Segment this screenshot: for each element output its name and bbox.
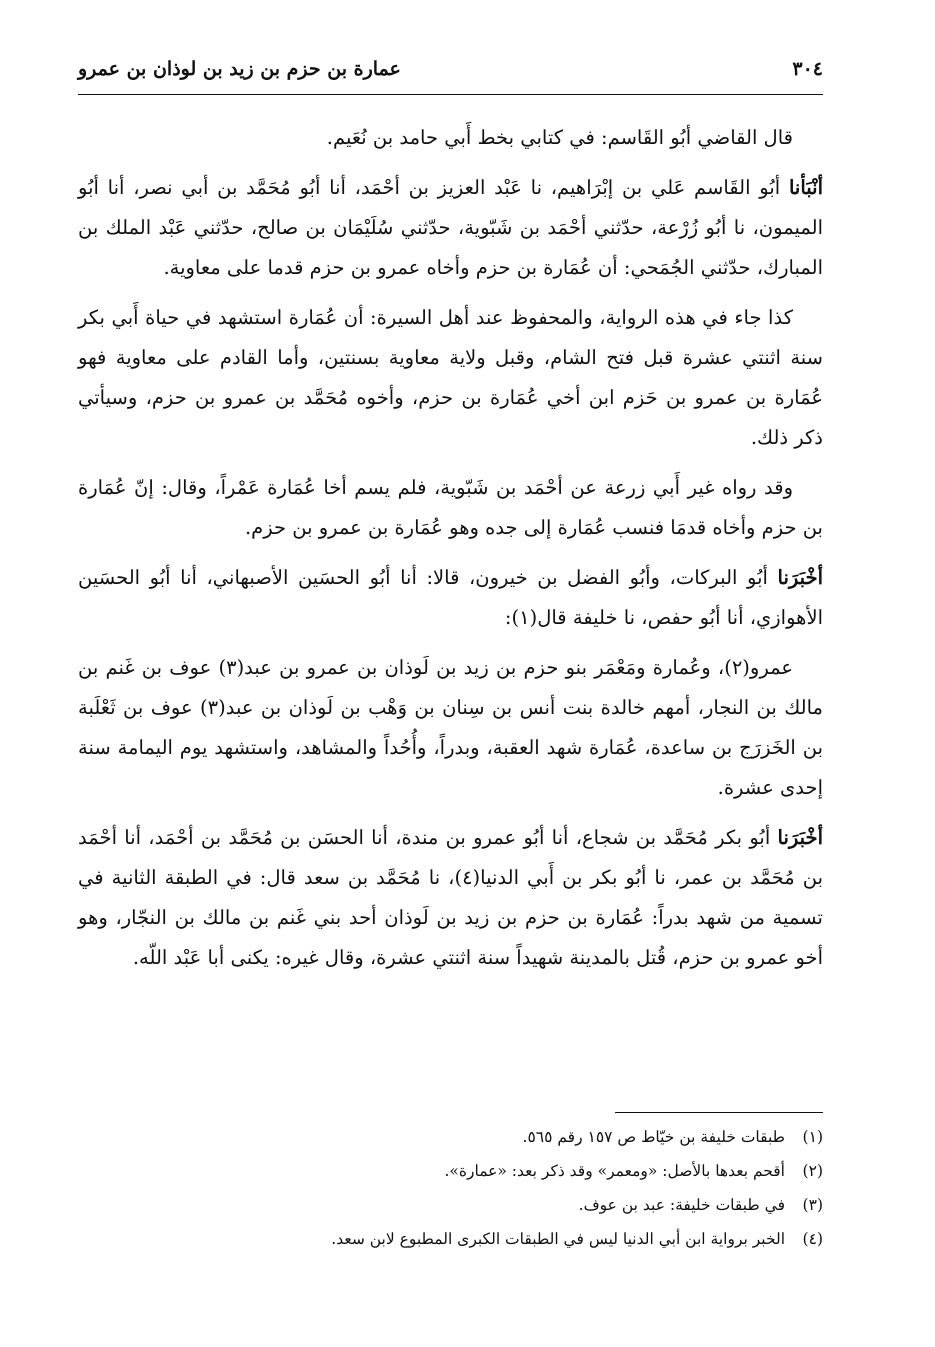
paragraph-2-text: أبُو القَاسم عَلي بن إبْرَاهيم، نا عَبْد العزيز بن أحْمَد، أنا أبُو مُحَمَّد بن أبي نصر، أنا أبُو الميمون، نا أبُو زُرْعة، حدّثني أحْمَد بن شَبّوية، حدّثني سُلَيْمَان بن صالح، حدّثني عَبْد الملك بن المبارك، حدّثني الجُمَحي: أن عُمَارة بن حزم وأخاه عمرو بن حزم قدما على معاوية.: [78, 176, 823, 279]
header-divider: [78, 94, 823, 95]
footnote-4-text: الخبر برواية ابن أبي الدنيا ليس في الطبقات الكبرى المطبوع لابن سعد.: [331, 1230, 785, 1248]
paragraph-6: عمرو(٢)، وعُمارة ومَعْمَر بنو حزم بن زيد بن لَوذان بن عمرو بن عبد(٣) عوف بن غَنم بن مالك بن النجار، أمهم خالدة بنت أنس بن سِنان بن وَهْب بن لَوذان بن عبد(٣) عوف بن ثَعْلَبة بن الخَزرَج بن ساعدة، عُمَارة شهد العقبة، وبدراً، وأُحُداً والمشاهد، واستشهد يوم اليمامة سنة إحدى عشرة.: [78, 656, 823, 799]
footnote-1-text: طبقات خليفة بن خيّاط ص ١٥٧ رقم ٥٦٥.: [522, 1128, 785, 1146]
footnote-3-text: في طبقات خليفة: عبد بن عوف.: [578, 1196, 785, 1214]
paragraph-7: [78, 818, 823, 978]
footnote-3: [78, 1188, 823, 1222]
footnote-4-number: (٤): [802, 1230, 823, 1248]
paragraph-5-lead: أخْبَرَنا: [777, 566, 823, 589]
footnote-1: [78, 1120, 823, 1154]
paragraph-2-lead: أنْبَأنا: [788, 176, 823, 199]
footnote-2-number: (٢): [802, 1162, 823, 1180]
paragraph-7-lead: أخْبَرَنا: [777, 826, 824, 849]
footnote-4: [78, 1222, 823, 1256]
paragraph-7-text: أبُو بكر مُحَمَّد بن شجاع، أنا أبُو عمرو بن مندة، أنا الحسَن بن مُحَمَّد بن أحْمَد، أنا أحْمَد بن مُحَمَّد بن عمر، نا أبُو بكر بن أَبي الدنيا(٤)، نا مُحَمَّد بن سعد قال: في الطبقة الثانية في تسمية من شهد بدراً: عُمَارة بن حزم بن زيد بن لَوذان أحد بني غَنم بن مالك بن النجّار، وهو أخو عمرو بن حزم، قُتل بالمدينة شهيداً سنة اثنتي عشرة، وقال غيره: يكنى أبا عَبْد اللّه.: [78, 826, 823, 969]
paragraph-5: [78, 558, 823, 638]
footnote-2-text: أقحم بعدها بالأصل: «ومعمر» وقد ذكر بعد: «عمارة».: [444, 1162, 785, 1180]
footnote-2: [78, 1154, 823, 1188]
running-title: عمارة بن حزم بن زيد بن لوذان بن عمرو: [78, 58, 401, 80]
footnote-divider: [615, 1112, 823, 1113]
page-header: [78, 58, 823, 86]
paragraph-2: [78, 168, 823, 288]
footnote-3-number: (٣): [802, 1196, 823, 1214]
footnotes: [78, 1120, 823, 1256]
main-text: [78, 118, 823, 988]
paragraph-3: كذا جاء في هذه الرواية، والمحفوظ عند أهل السيرة: أن عُمَارة استشهد في حياة أَبي بكر سنة اثنتي عشرة قبل فتح الشام، وقبل ولاية معاوية بسنتين، وأما القادم على معاوية فهو عُمَارة بن عمرو بن حَزم ابن أخي عُمَارة بن حزم، وأخوه مُحَمَّد بن عمرو بن حزم، وسيأتي ذكر ذلك.: [78, 306, 823, 449]
footnote-1-number: (١): [802, 1128, 823, 1146]
paragraph-5-text: أبُو البركات، وأبُو الفضل بن خيرون، قالا: أنا أبُو الحسَين الأصبهاني، أنا أبُو الحسَين الأهوازي، أنا أبُو حفص، نا خليفة قال(١):: [78, 566, 823, 629]
page-number: ٣٠٤: [792, 58, 823, 80]
paragraph-1: قال القاضي أبُو القَاسم: في كتابي بخط أَبي حامد بن نُعَيم.: [326, 126, 793, 149]
paragraph-4: وقد رواه غير أَبي زرعة عن أحْمَد بن شَبّوية، فلم يسم أخا عُمَارة عَمْراً، وقال: إنّ عُمَارة بن حزم وأخاه قدمَا فنسب عُمَارة إلى جده وهو عُمَارة بن عمرو بن حزم.: [78, 476, 823, 539]
